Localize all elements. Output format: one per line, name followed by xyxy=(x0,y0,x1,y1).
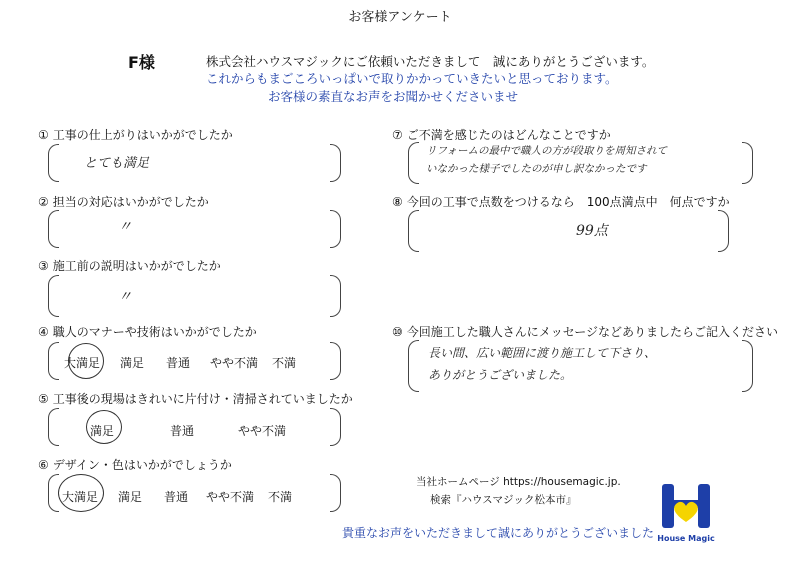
option-5-somewhat-unsatisfied[interactable]: やや不満 xyxy=(238,424,287,438)
answer-box-8-right xyxy=(718,210,729,252)
question-6: ⑥ デザイン・色はいかがでしょうか xyxy=(38,458,232,472)
option-6-unsatisfied[interactable]: 不満 xyxy=(268,490,293,504)
logo-text: House Magic xyxy=(657,534,715,543)
answer-box-1-left xyxy=(48,144,59,182)
answer-box-1-right xyxy=(330,144,341,182)
answer-1-handwriting[interactable]: とても満足 xyxy=(84,156,150,171)
answer-box-2-left xyxy=(48,210,59,248)
option-4-very-satisfied[interactable]: 大満足 xyxy=(64,356,101,370)
answer-box-10-right xyxy=(742,340,753,392)
answer-box-4-left xyxy=(48,342,59,380)
answer-7-handwriting-line-1[interactable]: リフォームの最中で職人の方が段取りを周知されて xyxy=(426,145,667,157)
question-5: ⑤ 工事後の現場はきれいに片付け・清掃されていましたか xyxy=(38,392,353,406)
answer-box-6-right xyxy=(330,474,341,512)
option-5-satisfied[interactable]: 満足 xyxy=(90,424,115,438)
logo-h-heart-icon xyxy=(656,482,716,530)
option-4-satisfied[interactable]: 満足 xyxy=(120,356,145,370)
customer-name: F様 xyxy=(128,53,155,72)
homepage-info: 当社ホームページ https://housemagic.jp. xyxy=(416,476,621,488)
option-6-neutral[interactable]: 普通 xyxy=(164,490,189,504)
answer-box-5-left xyxy=(48,408,59,446)
answer-3-handwriting[interactable]: 〃 xyxy=(118,289,132,305)
greeting-blue-line-1: これからもまごころいっぱいで取りかかっていきたいと思っております。 xyxy=(206,71,618,86)
answer-box-4-right xyxy=(330,342,341,380)
answer-box-7-left xyxy=(408,142,419,184)
question-7: ⑦ ご不満を感じたのはどんなことですか xyxy=(392,128,611,142)
survey-title: お客様アンケート xyxy=(348,10,452,25)
answer-2-handwriting[interactable]: 〃 xyxy=(118,219,132,235)
answer-box-2-right xyxy=(330,210,341,248)
answer-box-3-right xyxy=(330,275,341,317)
search-info: 検索『ハウスマジック松本市』 xyxy=(430,494,577,506)
question-1: ① 工事の仕上がりはいかがでしたか xyxy=(38,128,233,142)
question-2: ② 担当の対応はいかがでしたか xyxy=(38,195,209,209)
answer-box-10-left xyxy=(408,340,419,392)
answer-box-5-right xyxy=(330,408,341,446)
option-4-somewhat-unsatisfied[interactable]: やや不満 xyxy=(210,356,259,370)
option-5-neutral[interactable]: 普通 xyxy=(170,424,195,438)
house-magic-logo xyxy=(656,482,716,544)
thanks-message: 貴重なお声をいただきまして誠にありがとうございました xyxy=(342,526,655,540)
option-6-somewhat-unsatisfied[interactable]: やや不満 xyxy=(206,490,255,504)
option-4-unsatisfied[interactable]: 不満 xyxy=(272,356,297,370)
question-4: ④ 職人のマナーや技術はいかがでしたか xyxy=(38,325,257,339)
answer-10-handwriting-line-2[interactable]: ありがとうございました。 xyxy=(428,368,573,382)
answer-box-3-left xyxy=(48,275,59,317)
answer-7-handwriting-line-2[interactable]: いなかった様子でしたのが申し訳なかったです xyxy=(426,163,647,175)
answer-10-handwriting-line-1[interactable]: 長い間、広い範囲に渡り施工して下さり、 xyxy=(428,346,657,360)
greeting-blue-line-2: お客様の素直なお声をお聞かせくださいませ xyxy=(268,89,519,104)
question-3: ③ 施工前の説明はいかがでしたか xyxy=(38,259,221,273)
answer-8-score[interactable]: 99点 xyxy=(576,223,608,239)
option-6-satisfied[interactable]: 満足 xyxy=(118,490,143,504)
answer-box-7-right xyxy=(742,142,753,184)
option-4-neutral[interactable]: 普通 xyxy=(166,356,191,370)
greeting-line: 株式会社ハウスマジックにご依頼いただきまして 誠にありがとうございます。 xyxy=(206,54,655,69)
question-10: ⑩ 今回施工した職人さんにメッセージなどありましたらご記入ください xyxy=(392,325,779,339)
answer-box-8-left xyxy=(408,210,419,252)
option-6-very-satisfied[interactable]: 大満足 xyxy=(62,490,99,504)
question-8: ⑧ 今回の工事で点数をつけるなら 100点満点中 何点ですか xyxy=(392,195,730,209)
